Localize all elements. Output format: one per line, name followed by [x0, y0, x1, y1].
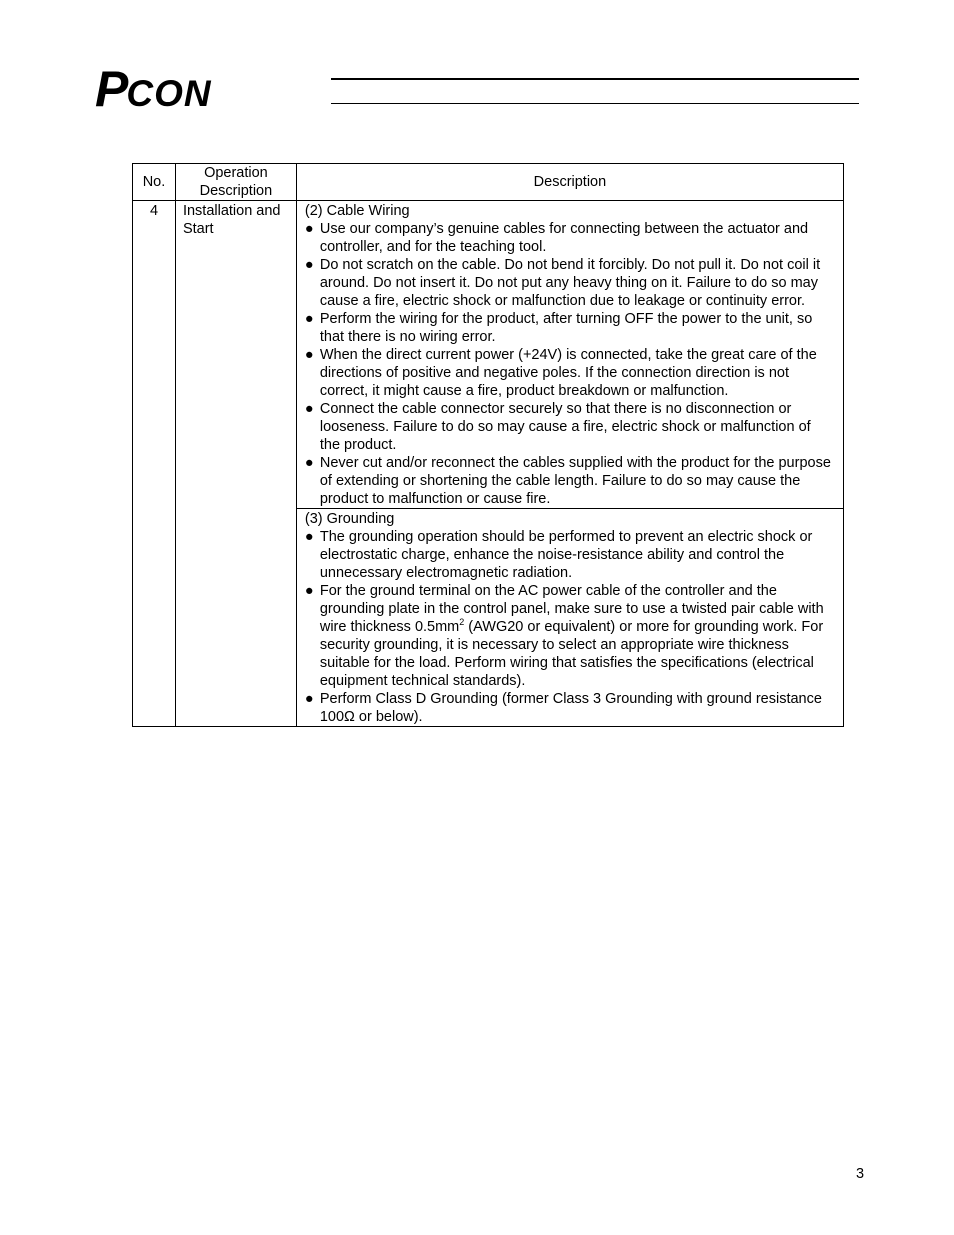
header-operation-line2: Description: [199, 183, 273, 199]
grounding-section: [296, 509, 843, 727]
bullet-icon: ●: [304, 583, 314, 599]
header-description: Description: [296, 164, 843, 201]
header-rule-top: [331, 78, 859, 80]
list-item: ● The grounding operation should be performed to prevent an electric shock or electrostatic charge, enhance the noise-resistance ability and control the unnecessary electromagnetic radiation.: [304, 529, 813, 581]
header-operation-description: [175, 164, 296, 201]
cable-wiring-list: [305, 220, 833, 508]
bullet-icon: ●: [304, 691, 314, 707]
bullet-icon: ●: [304, 455, 314, 471]
row-operation: Installation and Start: [175, 201, 296, 727]
bullet-icon: ●: [304, 529, 314, 545]
table-row: [133, 201, 844, 509]
list-item: ● When the direct current power (+24V) is connected, take the great care of the directions of positive and negative poles. If the connection direction is not correct, it might cause a fire, product breakdown or malfunction.: [304, 347, 817, 399]
header-rule-bottom: [331, 103, 859, 104]
list-item: ● Use our company’s genuine cables for connecting between the actuator and controller, and for the teaching tool.: [304, 221, 809, 255]
superscript: 2: [459, 617, 465, 627]
list-item: ● Do not scratch on the cable. Do not bend it forcibly. Do not pull it. Do not coil it around. Do not insert it. Do not put any heavy thing on it. Failure to do so may cause a fire, electric shock or malfunction due to leakage or continuity error.: [304, 257, 821, 309]
list-item: ● Perform the wiring for the product, after turning OFF the power to the unit, so that there is no wiring error.: [304, 311, 813, 345]
section-title: (2) Cable Wiring: [304, 203, 410, 219]
bullet-icon: ●: [304, 347, 314, 363]
logo-letter-p: P: [95, 61, 127, 117]
page-header: [95, 61, 860, 117]
header-operation-line1: Operation: [204, 165, 268, 181]
table-header-row: [133, 164, 844, 201]
bullet-icon: ●: [304, 257, 314, 273]
bullet-icon: ●: [304, 221, 314, 237]
list-item: ● Never cut and/or reconnect the cables supplied with the product for the purpose of extending or shortening the cable length. Failure to do so may cause the product to malfunction or cause fire.: [304, 455, 831, 507]
page-number: 3: [856, 1166, 865, 1182]
header-no: No.: [133, 164, 176, 201]
list-item: ● Connect the cable connector securely so that there is no disconnection or looseness. Failure to do so may cause a fire, electric shock or malfunction of the product.: [304, 401, 811, 453]
pcon-logo: [95, 61, 212, 117]
section-title: (3) Grounding: [304, 511, 395, 527]
list-item: ● For the ground terminal on the AC power cable of the controller and the grounding plate in the control panel, make sure to use a twisted pair cable with wire thickness $0.5mm^2$ (AWG20 or equivalent) or more for grounding work. For security grounding, it is necessary to select an appropriate wire thickness suitable for the load. Perform wiring that satisfies the specifications (electrical equipment technical standards).: [304, 583, 824, 689]
cable-wiring-section: [296, 201, 843, 509]
safety-table: [132, 163, 844, 727]
grounding-list: [305, 528, 833, 726]
row-number: 4: [133, 201, 176, 727]
list-item: ● Perform Class D Grounding (former Class 3 Grounding with ground resistance 100Ω or below).: [304, 691, 822, 725]
bullet-icon: ●: [304, 311, 314, 327]
bullet-icon: ●: [304, 401, 314, 417]
logo-letters-con: CON: [126, 73, 212, 114]
